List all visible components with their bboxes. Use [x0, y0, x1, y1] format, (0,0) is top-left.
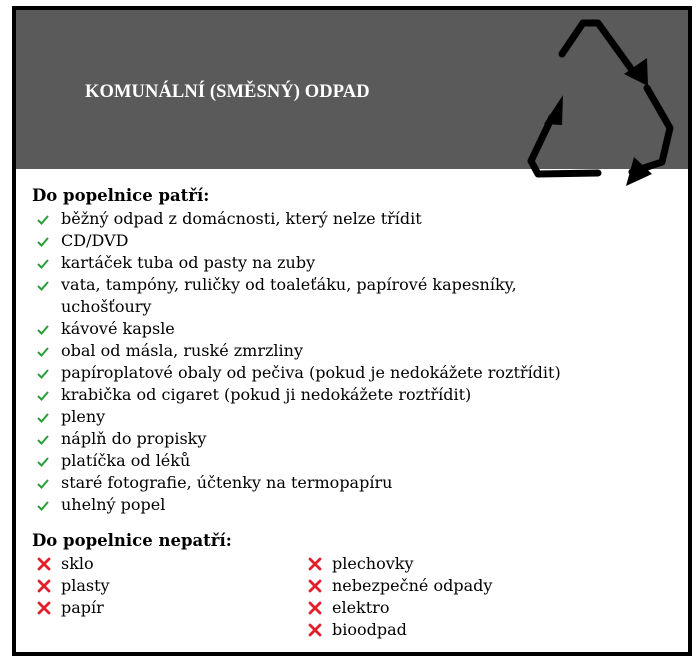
- not-belongs-list-right: [287, 553, 492, 641]
- check-icon: [37, 347, 49, 357]
- list-item-text: vata, tampóny, ruličky od toaleťáku, papírové kapesníky,: [61, 275, 517, 294]
- list-item-text: staré fotografie, účtenky na termopapíru: [61, 473, 393, 492]
- list-item-text: elektro: [332, 598, 390, 617]
- list-item: [16, 230, 561, 252]
- cross-icon: [37, 557, 51, 571]
- list-item: [287, 597, 492, 619]
- list-item: [16, 274, 561, 296]
- check-icon: [37, 435, 49, 445]
- list-item: [16, 384, 561, 406]
- list-item: [287, 575, 492, 597]
- list-item: [16, 472, 561, 494]
- check-icon: [37, 501, 49, 511]
- list-item-text: uhelný popel: [61, 495, 166, 514]
- list-item-text: uchošťoury: [61, 297, 152, 316]
- check-icon: [37, 369, 49, 379]
- list-item: [16, 450, 561, 472]
- list-item: [16, 318, 561, 340]
- list-item-text: papír: [61, 598, 104, 617]
- list-item: [287, 553, 492, 575]
- cross-icon: [308, 579, 322, 593]
- list-item-text: sklo: [61, 554, 94, 573]
- list-item-text: pleny: [61, 407, 106, 426]
- list-item: [16, 208, 561, 230]
- list-item-text: nebezpečné odpady: [332, 576, 493, 595]
- list-item: [16, 575, 110, 597]
- not-belongs-heading: Do popelnice nepatří:: [32, 531, 232, 550]
- cross-icon: [308, 623, 322, 637]
- belongs-heading: Do popelnice patří:: [32, 186, 210, 205]
- list-item-text: kartáček tuba od pasty na zuby: [61, 253, 316, 272]
- list-item: [16, 428, 561, 450]
- list-item-text: obal od másla, ruské zmrzliny: [61, 341, 303, 360]
- check-icon: [37, 391, 49, 401]
- list-item: [16, 597, 110, 619]
- list-item: [16, 340, 561, 362]
- page-title: KOMUNÁLNÍ (SMĚSNÝ) ODPAD: [85, 82, 370, 102]
- cross-icon: [308, 601, 322, 615]
- list-item: [16, 494, 561, 516]
- list-item-text: kávové kapsle: [61, 319, 175, 338]
- list-item-text: papíroplatové obaly od pečiva (pokud je nedokážete roztřídit): [61, 363, 561, 382]
- list-item: [16, 362, 561, 384]
- list-item-text: platíčka od léků: [61, 451, 191, 470]
- check-icon: [37, 413, 49, 423]
- list-item-continuation: [16, 296, 561, 318]
- check-icon: [37, 237, 49, 247]
- list-item-text: krabička od cigaret (pokud ji nedokážete roztřídit): [61, 385, 472, 404]
- list-item-text: běžný odpad z domácnosti, který nelze třídit: [61, 209, 422, 228]
- list-item: [16, 406, 561, 428]
- list-item: [16, 553, 110, 575]
- cross-icon: [37, 601, 51, 615]
- waste-info-card: [12, 6, 692, 656]
- list-item: [287, 619, 492, 641]
- list-item-text: náplň do propisky: [61, 429, 207, 448]
- not-belongs-list-left: [16, 553, 110, 619]
- recycle-triangle-icon: [514, 14, 690, 190]
- list-item-text: plechovky: [332, 554, 414, 573]
- check-icon: [37, 457, 49, 467]
- belongs-list: [16, 208, 561, 516]
- list-item-text: bioodpad: [332, 620, 407, 639]
- check-icon: [37, 325, 49, 335]
- check-icon: [37, 215, 49, 225]
- cross-icon: [308, 557, 322, 571]
- check-icon: [37, 479, 49, 489]
- list-item-text: CD/DVD: [61, 231, 129, 250]
- cross-icon: [37, 579, 51, 593]
- list-item: [16, 252, 561, 274]
- check-icon: [37, 259, 49, 269]
- list-item-text: plasty: [61, 576, 110, 595]
- check-icon: [37, 281, 49, 291]
